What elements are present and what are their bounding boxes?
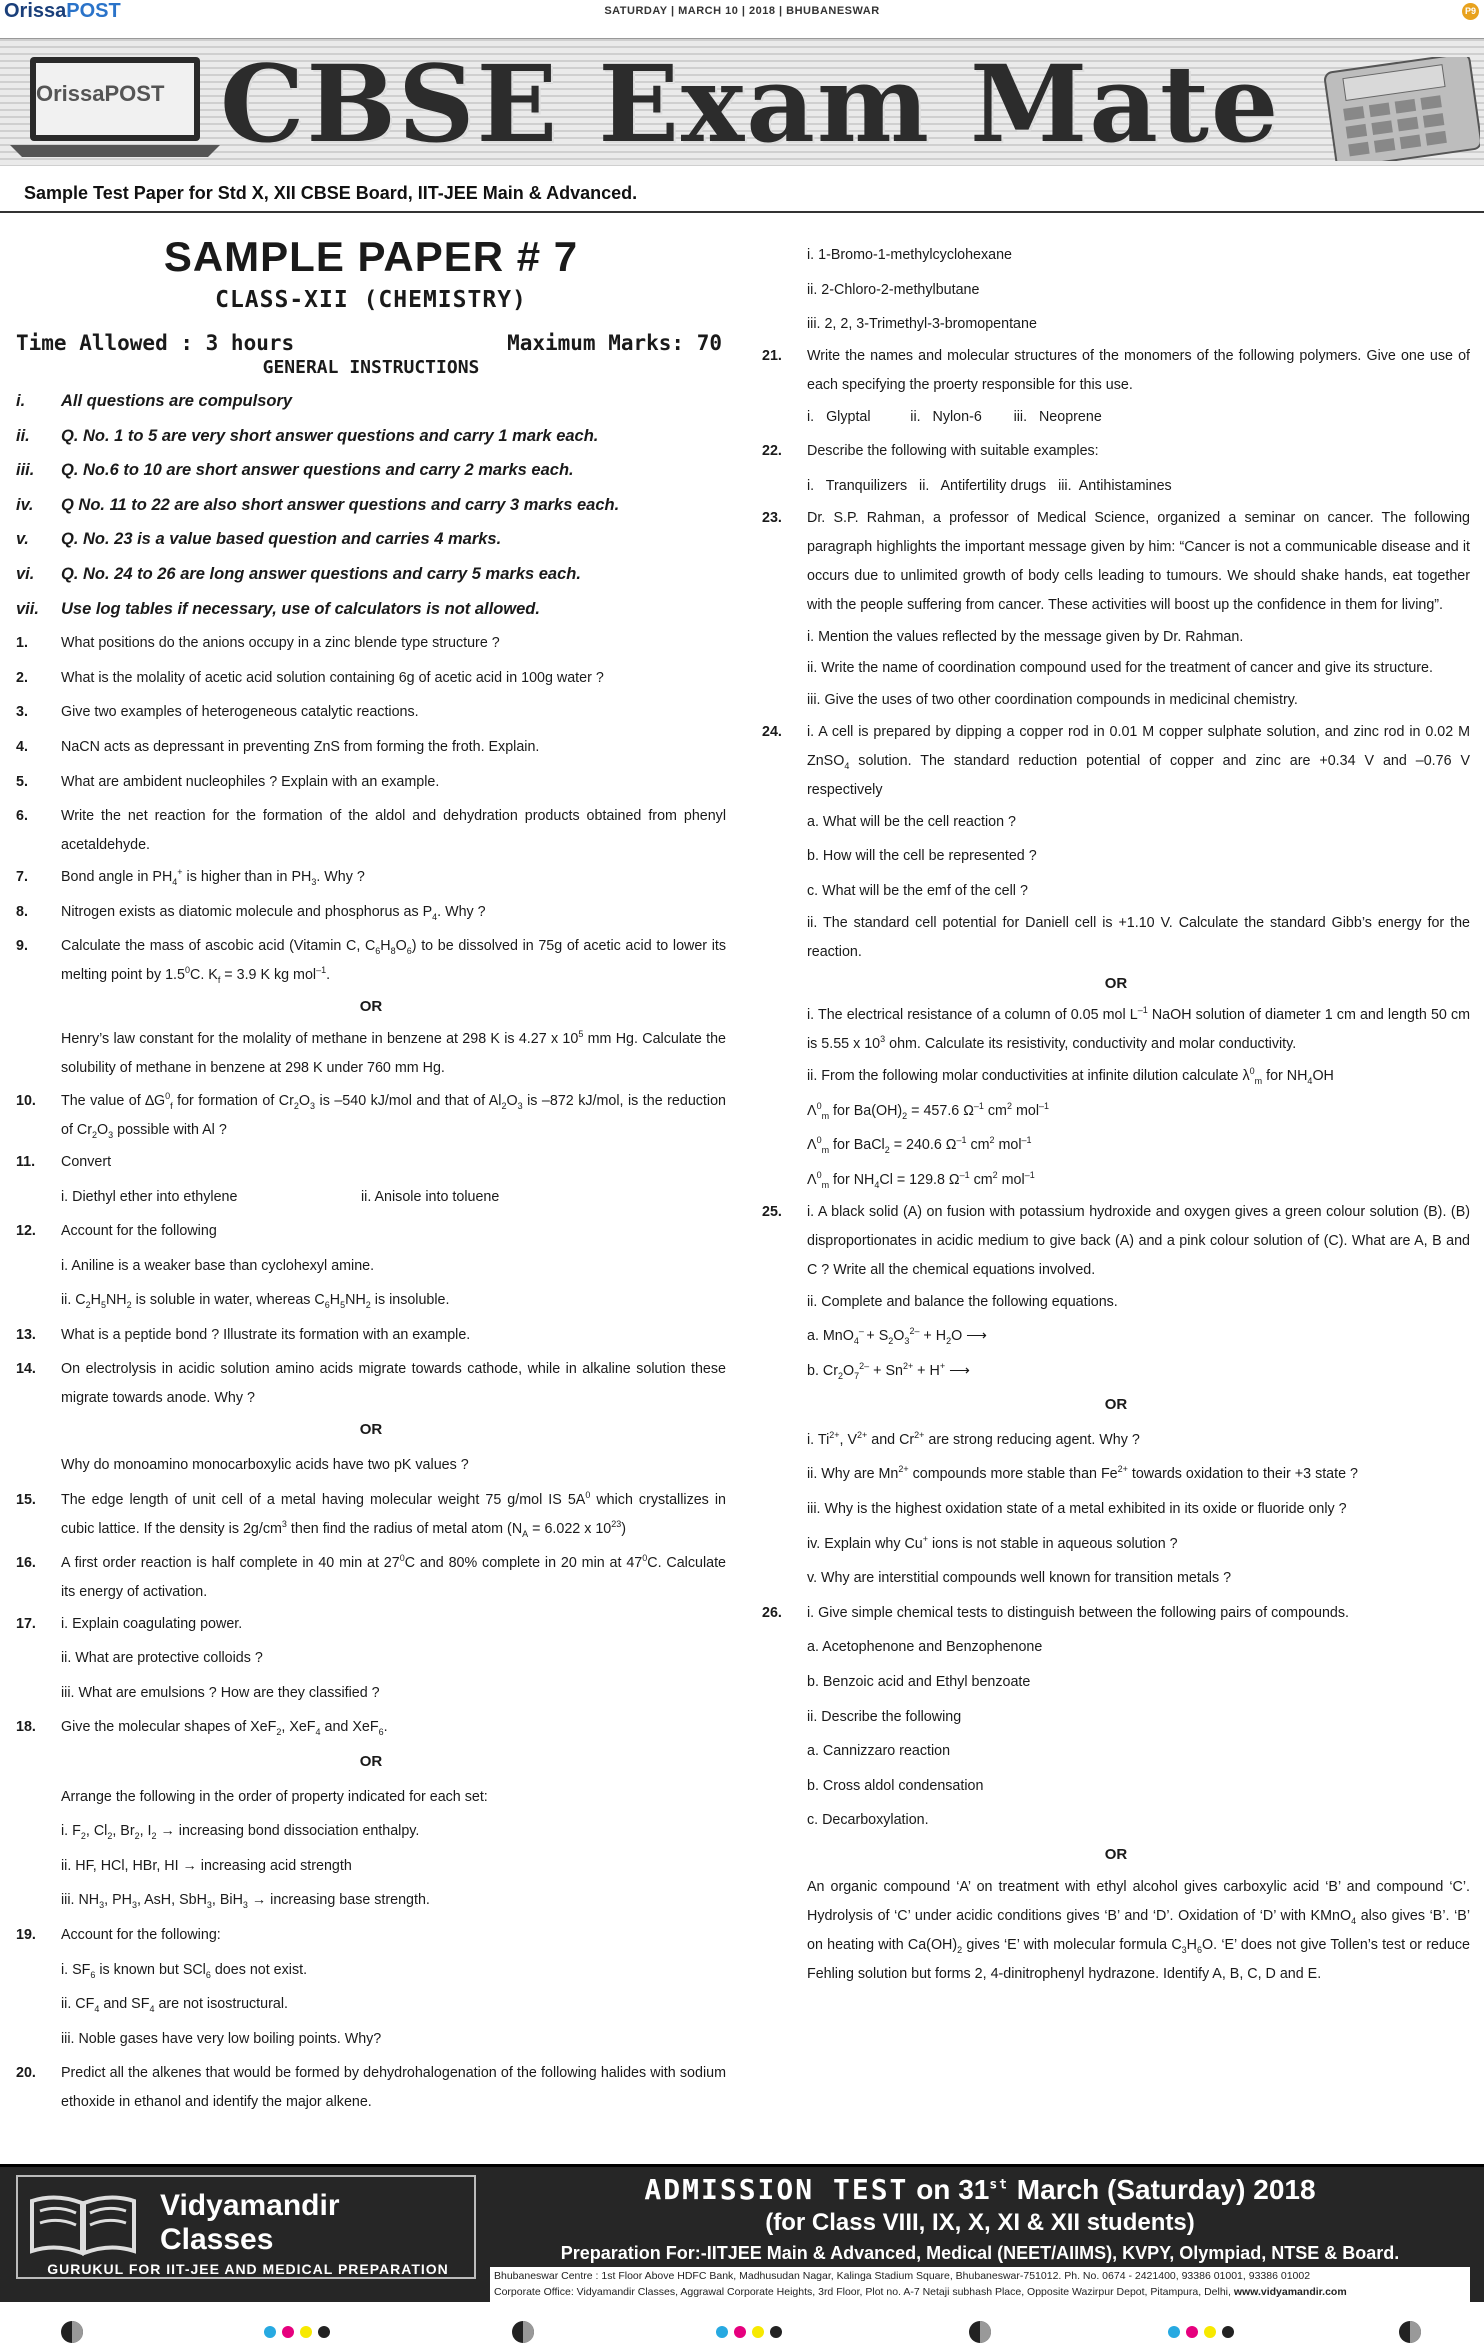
brand-name: Vidyamandir [160, 2189, 340, 2222]
question: 14. On electrolysis in acidic solution amino acids migrate towards cathode, while in alkaline solution these migrate towards anode. Why ? [16, 1361, 726, 1407]
ad-courses: Preparation For:-IITJEE Main & Advanced, Medical (NEET/AIIMS), KVPY, Olympiad, NTSE & Board. [560, 2243, 1400, 2263]
question-alt: Henry’s law constant for the molality of methane in benzene at 298 K is 4.27 x $10^5$ mm Hg. Calculate the solubility of methane in benzene at 298 K under 760 mm Hg. [61, 1029, 727, 1076]
sub-question: iv. Explain why Cu+ ions is not stable in aqueous solution ? [807, 1533, 1178, 1552]
ad-headline: ADMISSION TEST on 31st March (Saturday) 2018 [644, 2173, 1316, 2206]
sub-question: i. The electrical resistance of a column of 0.05 mol $L^{-1}$ NaOH solution of diameter 1 cm and length 50 cm is 5.55 x $10^3$ ohm. Calculate its resistivity, conductivity and molar conductivity. [807, 1005, 1470, 1053]
sub-question: ii. Describe the following [807, 1708, 962, 1725]
equation: a. $MnO_4^- + S_2O_3^{2-} + H_2O$ ⟶ [807, 1326, 987, 1346]
question: 23. Dr. S.P. Rahman, a professor of Medical Science, organized a seminar on cancer. The following paragraph highlights the important message given by him: “Cancer is not a communicable disease and it occurs due to unlimited growth of body cells leading to tumours. We should shake hands, eat together with the people suffering from cancer. These activities will boost up the confidence in them for living”. [762, 509, 1470, 613]
instructions-heading: GENERAL INSTRUCTIONS [262, 357, 480, 378]
question: 25. i. A black solid (A) on fusion with potassium hydroxide and oxygen gives a green colour solution (B). (B) disproportionates in acidic medium to give back (A) and a pink colour solution of (C). What are A, B and C ? Write all the chemical equations involved. [762, 1203, 1470, 1278]
logo-post-text: POST [66, 0, 121, 22]
cmyk-dots-icon [716, 2326, 782, 2338]
top-bar [0, 0, 1484, 24]
calculator-icon [1300, 57, 1480, 161]
sub-question: a. Cannizzaro reaction [807, 1743, 951, 1760]
or-divider: OR [359, 1421, 383, 1439]
question: 7. Bond angle in $PH_4^+$ is higher than in $PH_3$. Why ? [16, 867, 365, 887]
sub-question: ii. Why are $Mn^{2+}$ compounds more stable than $Fe^{2+}$ towards oxidation to their +3 state ? [807, 1464, 1358, 1483]
sub-question: i. Mention the values reflected by the message given by Dr. Rahman. [807, 628, 1244, 645]
question: 12. Account for the following [16, 1223, 217, 1240]
registration-marks [0, 2318, 1484, 2348]
address-line: Bhubaneswar Centre : 1st Floor Above HDFC Bank, Madhusudan Nagar, Kalinga Stadium Square, Bhubaneswar-751012. Ph. No. 0674 - 2421400, 93386 01001, 93386 01002 [494, 2270, 1311, 2282]
maximum-marks: Maximum Marks: 70 [507, 331, 722, 355]
cmyk-dots-icon [264, 2326, 330, 2338]
question-alt: Why do monoamino monocarboxylic acids have two pK values ? [61, 1457, 469, 1474]
question: 18. Give the molecular shapes of XeF$_2$, XeF$_4$ and XeF$_6$. [16, 1719, 388, 1738]
sub-question: ii. 2-Chloro-2-methylbutane [807, 281, 980, 298]
sub-question: ii. From the following molar conductivities at infinite dilution calculate $\lambda^0_m$ for $NH_4OH$ [807, 1066, 1334, 1086]
question: 22. Describe the following with suitable examples: [762, 443, 1099, 460]
sub-question: i. $Ti^{2+}$, $V^{2+}$ and $Cr^{2+}$ are strong reducing agent. Why ? [807, 1430, 1140, 1448]
question: 13. What is a peptide bond ? Illustrate its formation with an example. [16, 1326, 471, 1343]
sub-question: iii. Noble gases have very low boiling points. Why? [61, 2030, 382, 2047]
question: 16. A first order reaction is half complete in 40 min at $27^0C$ and 80% complete in 20 min at $47^0C$. Calculate its energy of activation. [16, 1552, 727, 1600]
sub-question: ii. Write the name of coordination compound used for the treatment of cancer and give its structure. [807, 660, 1433, 677]
sub-question: ii. HF, HCl, HBr, HI → increasing acid strength [61, 1857, 352, 1874]
instruction-item: v. Q. No. 23 is a value based question and carries 4 marks. [16, 530, 502, 549]
sub-question: a. What will be the cell reaction ? [807, 813, 1016, 830]
question: 15. The edge length of unit cell of a metal having molecular weight 75 g/mol IS $5A^0$ which crystallizes in cubic lattice. If the density is $2g/cm^3$ then find the radius of metal atom ($N_A = 6.022$ x $10^{23}$) [16, 1489, 726, 1539]
sub-question: c. What will be the emf of the cell ? [807, 882, 1028, 899]
cmyk-dots-icon [1168, 2326, 1234, 2338]
sub-question: ii. $CF_4$ and $SF_4$ are not isostructural. [61, 1996, 288, 2015]
question: 1. What positions do the anions occupy in a zinc blende type structure ? [16, 635, 500, 652]
ad-address [490, 2267, 1470, 2303]
conductivity-value: $\Lambda^0_m$ for BaCl$_2$ = 240.6 $\Omega^{-1}$ $cm^2$ mol$^{-1}$ [807, 1135, 1032, 1156]
advertisement [0, 2164, 1484, 2302]
sub-question: ii. What are protective colloids ? [61, 1650, 263, 1667]
or-divider: OR [1104, 1846, 1128, 1863]
reg-circle-icon [512, 2321, 534, 2343]
sub-question: i. Diethyl ether into ethylene ii. Anisole into toluene [61, 1188, 500, 1205]
question: 10. The value of $\Delta G^0_f$ for formation of $Cr_2O_3$ is –540 kJ/mol and that of $Al_2O_3$ is –872 kJ/mol, is the reduction of $Cr_2O_3$ possible with Al ? [16, 1091, 726, 1140]
brand-name-2: Classes [160, 2223, 274, 2256]
instruction-item: iv. Q No. 11 to 22 are also short answer questions and carry 3 marks each. [16, 495, 620, 514]
instruction-item: i. All questions are compulsory [16, 392, 293, 410]
conductivity-value: $\Lambda^0_m$ for $NH_4Cl = 129.8$ $\Omega^{-1}$ $cm^2$ mol$^{-1}$ [807, 1170, 1035, 1190]
instruction-item: ii. Q. No. 1 to 5 are very short answer questions and carry 1 mark each. [16, 426, 599, 445]
or-divider: OR [359, 998, 383, 1016]
divider [0, 211, 1484, 213]
banner-subtitle: Sample Test Paper for Std X, XII CBSE Board, IIT-JEE Main & Advanced. [24, 183, 638, 203]
question: 21. Write the names and molecular structures of the monomers of the following polymers. Give one use of each specifying the proerty responsible for this use. [762, 347, 1470, 393]
sub-question: ii. Complete and balance the following equations. [807, 1293, 1118, 1310]
sub-question: i. 1-Bromo-1-methylcyclohexane [807, 247, 1013, 263]
sub-question: ii. $C_2H_5NH_2$ is soluble in water, whereas $C_6H_5NH_2$ is insoluble. [61, 1292, 450, 1311]
time-allowed: Time Allowed : 3 hours [16, 331, 295, 355]
sub-question: b. How will the cell be represented ? [807, 848, 1037, 865]
question: 20. Predict all the alkenes that would be formed by dehydrohalogenation of the following halides with sodium ethoxide in ethanol and identify the major alkene. [16, 2065, 726, 2111]
instructions-list [16, 384, 726, 626]
question: 4. NaCN acts as depressant in preventing ZnS from forming the froth. Explain. [16, 738, 540, 755]
sub-question: i. $SF_6$ is known but SCl$_6$ does not exist. [61, 1961, 308, 1980]
book-icon [28, 2191, 138, 2257]
address-line: Corporate Office: Vidyamandir Classes, Aggrawal Corporate Heights, 3rd Floor, Plot no. A-7 Netaji subhash Place, Opposite Wazirpur Depot, Pitampura, Delhi, www.vidyamandir.com [494, 2286, 1347, 2298]
equation: b. $Cr_2O_7^{2-} + Sn^{2+} + H^+$ ⟶ [807, 1360, 970, 1381]
page-number-badge: P9 [1462, 3, 1479, 20]
logo-orissa-text: Orissa [4, 0, 67, 22]
question: 6. Write the net reaction for the formation of the aldol and dehydration products obtained from phenyl acetaldehyde. [16, 808, 726, 854]
or-divider: OR [359, 1753, 383, 1771]
sub-question: v. Why are interstitial compounds well known for transition metals ? [807, 1570, 1232, 1587]
banner-logo: OrissaPOST [36, 81, 165, 106]
question: 8. Nitrogen exists as diatomic molecule and phosphorus as $P_4$. Why ? [16, 903, 486, 922]
instruction-item: iii. Q. No.6 to 10 are short answer questions and carry 2 marks each. [16, 461, 574, 480]
question: 3. Give two examples of heterogeneous catalytic reactions. [16, 704, 419, 721]
or-divider: OR [1104, 974, 1128, 992]
question-alt: An organic compound ‘A’ on treatment with ethyl alcohol gives carboxylic acid ‘B’ and compound ‘C’. Hydrolysis of ‘C’ under acidic conditions gives ‘B’ and ‘D’. Oxidation of ‘D’ with KMnO$_4$ also gives ‘B’. ‘B’ on heating with $Ca(OH)_2$ gives ‘E’ with molecular formula $C_3H_6O$. ‘E’ does not give Tollen’s test or reduce Fehling solution but forms 2, 4-dinitrophenyl hydrazone. Identify A, B, C, D and E. [807, 1878, 1470, 1982]
paper-class: CLASS-XII (CHEMISTRY) [215, 287, 527, 313]
sub-question: iii. Give the uses of two other coordination compounds in medicinal chemistry. [807, 692, 1298, 709]
left-column [16, 225, 726, 2117]
reg-circle-icon [61, 2321, 83, 2343]
reg-circle-icon [969, 2321, 991, 2343]
instruction-item: vii. Use log tables if necessary, use of calculators is not allowed. [16, 599, 540, 618]
question: 5. What are ambident nucleophiles ? Explain with an example. [16, 773, 440, 790]
website-link[interactable]: www.vidyamandir.com [1233, 2286, 1347, 2298]
sub-question: i. Glyptal ii. Nylon-6 iii. Neoprene [807, 408, 1102, 425]
vidyamandir-logo [16, 2175, 476, 2279]
sub-question: b. Cross aldol condensation [807, 1777, 984, 1794]
ad-subheadline: (for Class VIII, IX, X, XI & XII students) [765, 2209, 1195, 2236]
sub-question: iii. 2, 2, 3-Trimethyl-3-bromopentane [807, 316, 1037, 333]
laptop-icon [10, 53, 220, 161]
right-column [762, 238, 1470, 1989]
sub-question: b. Benzoic acid and Ethyl benzoate [807, 1674, 1031, 1691]
or-divider: OR [1104, 1396, 1128, 1414]
question: 26. i. Give simple chemical tests to distinguish between the following pairs of compounds. [762, 1604, 1349, 1621]
paper-title: SAMPLE PAPER # 7 [163, 233, 579, 280]
sub-question: i. Aniline is a weaker base than cyclohexyl amine. [61, 1257, 375, 1274]
sub-question: i. $F_2$, $Cl_2$, $Br_2$, $I_2$ → increasing bond dissociation enthalpy. [61, 1823, 420, 1842]
question: 24. i. A cell is prepared by dipping a copper rod in 0.01 M copper sulphate solution, and zinc rod in 0.02 M ZnSO$_4$ solution. The standard reduction potential of copper and zinc are +0.34 V and –0.76 V respectively [762, 723, 1470, 798]
conductivity-value: $\Lambda^0_m$ for $Ba(OH)_2 = 457.6$ $\Omega^{-1}$ $cm^2$ mol$^{-1}$ [807, 1100, 1050, 1121]
sub-question: iii. What are emulsions ? How are they classified ? [61, 1684, 380, 1701]
sub-question: iii. Why is the highest oxidation state of a metal exhibited in its oxide or fluoride only ? [807, 1501, 1347, 1518]
sub-question: a. Acetophenone and Benzophenone [807, 1639, 1043, 1656]
question: 19. Account for the following: [16, 1927, 221, 1943]
sub-question: ii. The standard cell potential for Daniell cell is +1.10 V. Calculate the standard Gibb’s energy for the reaction. [807, 914, 1470, 960]
question: 2. What is the molality of acetic acid solution containing 6g of acetic acid in 100g water ? [16, 669, 604, 686]
question-alt: Arrange the following in the order of property indicated for each set: [61, 1788, 488, 1805]
question: 17. i. Explain coagulating power. [16, 1615, 243, 1632]
time-marks-row [16, 331, 726, 355]
banner [0, 38, 1484, 166]
dateline: SATURDAY | MARCH 10 | 2018 | BHUBANESWAR [604, 5, 880, 17]
sub-question: c. Decarboxylation. [807, 1812, 929, 1829]
banner-title: CBSE Exam Mate [220, 41, 1281, 166]
instruction-item: vi. Q. No. 24 to 26 are long answer questions and carry 5 marks each. [16, 564, 581, 583]
question: 9. Calculate the mass of ascobic acid (Vitamin C, $C_6H_8O_6$) to be dissolved in 75g of acetic acid to lower its melting point by $1.5^0C$. $K_f = 3.9$ K kg mol$^{-1}$. [16, 938, 727, 986]
reg-circle-icon [1399, 2321, 1421, 2343]
sub-question: iii. $NH_3$, $PH_3$, AsH, SbH$_3$, BiH$_3$ → increasing base strength. [61, 1892, 430, 1911]
brand-tagline: GURUKUL FOR IIT-JEE AND MEDICAL PREPARATION [47, 2261, 449, 2277]
question: 11. Convert [16, 1153, 112, 1170]
sub-question: i. Tranquilizers ii. Antifertility drugs iii. Antihistamines [807, 477, 1172, 494]
